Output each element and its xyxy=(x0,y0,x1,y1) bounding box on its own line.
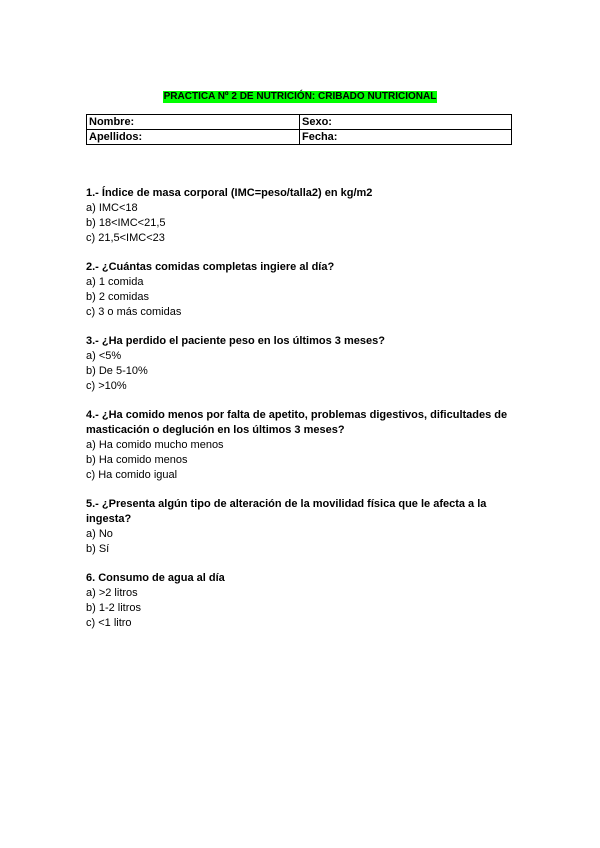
answer-option: a) No xyxy=(86,528,113,540)
answer-option: b) Sí xyxy=(86,543,110,555)
nombre-field: Nombre: xyxy=(87,115,300,130)
page-title: PRACTICA Nº 2 DE NUTRICIÓN: CRIBADO NUTRICIONAL xyxy=(163,91,437,102)
question-text: 1.- Índice de masa corporal (IMC=peso/talla2) en kg/m2 xyxy=(86,187,373,199)
answer-option: a) 1 comida xyxy=(86,276,144,288)
answer-option: b) 2 comidas xyxy=(86,291,149,303)
question-5 xyxy=(86,497,516,557)
title-wrapper xyxy=(0,86,600,104)
answer-option: a) Ha comido mucho menos xyxy=(86,439,224,451)
answer-option: b) Ha comido menos xyxy=(86,454,188,466)
question-1 xyxy=(86,186,516,246)
question-4 xyxy=(86,408,516,483)
answer-option: a) <5% xyxy=(86,350,122,362)
answer-option: a) >2 litros xyxy=(86,587,138,599)
fecha-field: Fecha: xyxy=(300,130,512,145)
patient-info-table xyxy=(86,114,512,145)
table-row xyxy=(87,130,512,145)
questions-list xyxy=(86,186,516,645)
question-6 xyxy=(86,571,516,631)
question-3 xyxy=(86,334,516,394)
question-text: 2.- ¿Cuántas comidas completas ingiere al día? xyxy=(86,261,335,273)
answer-option: c) 3 o más comidas xyxy=(86,306,182,318)
answer-option: b) 18<IMC<21,5 xyxy=(86,217,166,229)
sexo-field: Sexo: xyxy=(300,115,512,130)
table-row xyxy=(87,115,512,130)
answer-option: b) 1-2 litros xyxy=(86,602,142,614)
answer-option: c) 21,5<IMC<23 xyxy=(86,232,165,244)
question-text: 6. Consumo de agua al día xyxy=(86,572,225,584)
question-text: 3.- ¿Ha perdido el paciente peso en los últimos 3 meses? xyxy=(86,335,385,347)
answer-option: b) De 5-10% xyxy=(86,365,148,377)
question-2 xyxy=(86,260,516,320)
answer-option: c) <1 litro xyxy=(86,617,132,629)
answer-option: a) IMC<18 xyxy=(86,202,138,214)
question-text: 4.- ¿Ha comido menos por falta de apetito, problemas digestivos, dificultades de masticación o deglución en los últimos 3 meses? xyxy=(86,409,508,436)
apellidos-field: Apellidos: xyxy=(87,130,300,145)
answer-option: c) Ha comido igual xyxy=(86,469,178,481)
question-text: 5.- ¿Presenta algún tipo de alteración de la movilidad física que le afecta a la ingesta? xyxy=(86,498,487,525)
answer-option: c) >10% xyxy=(86,380,127,392)
